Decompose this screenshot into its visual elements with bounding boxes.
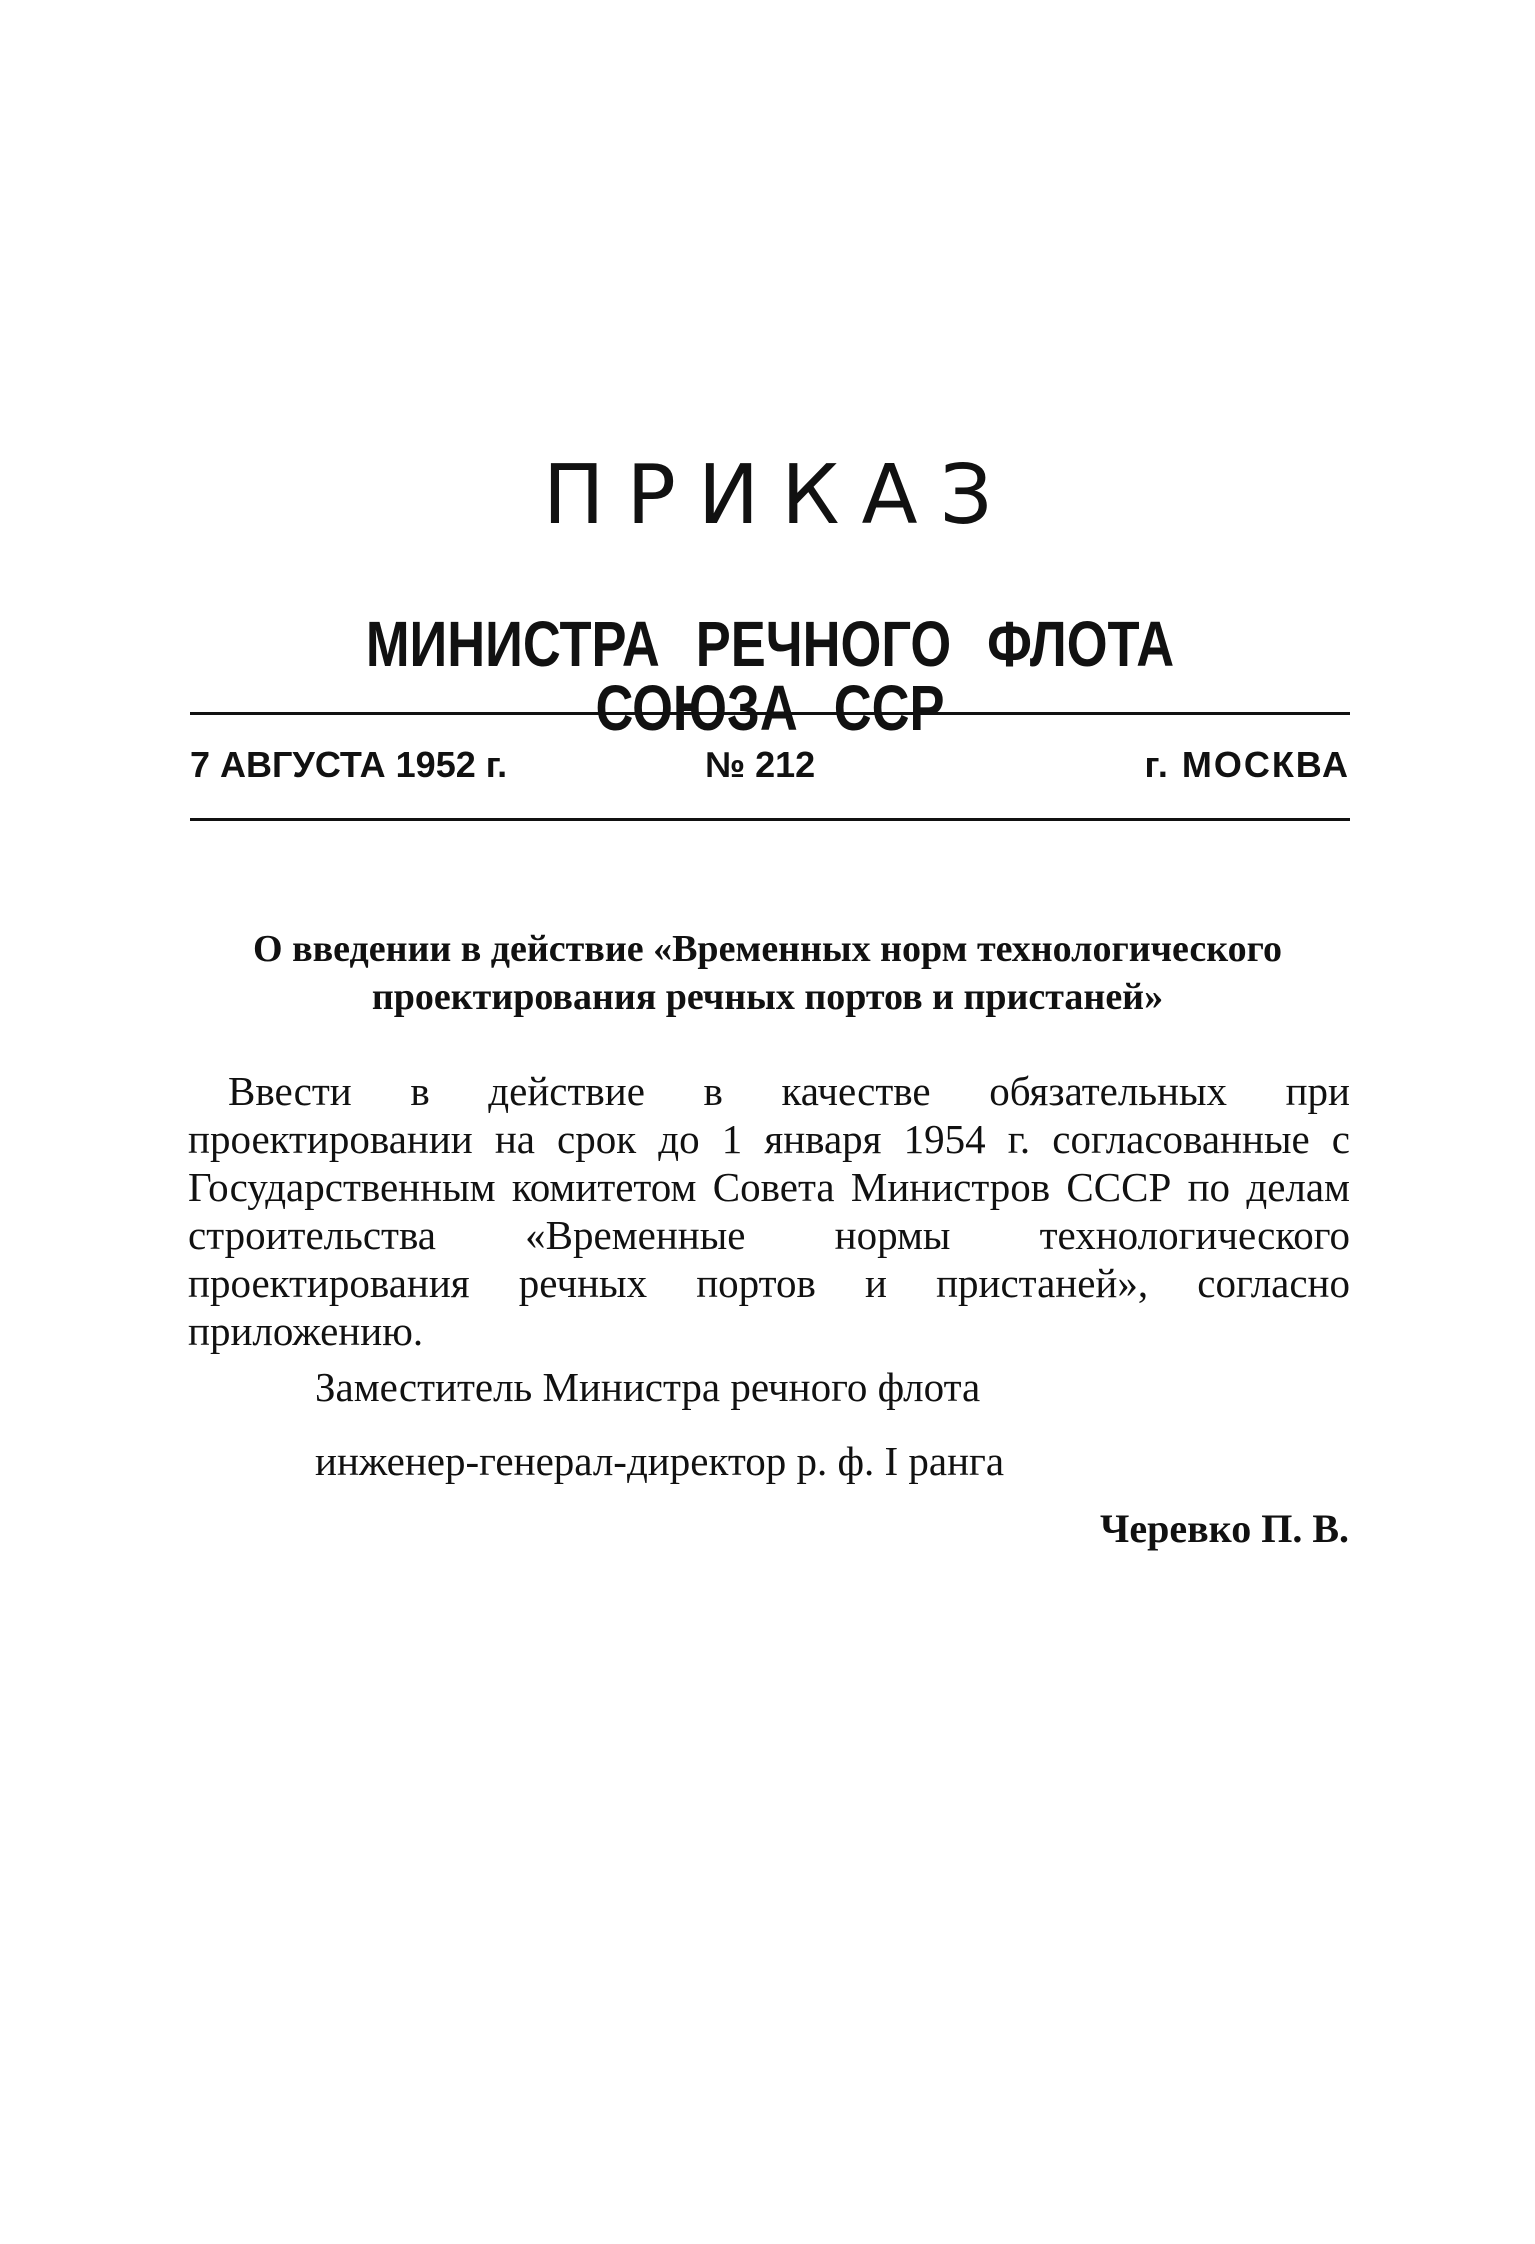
issuing-authority: МИНИСТРА РЕЧНОГО ФЛОТА СОЮЗА ССР: [365, 608, 1175, 744]
document-title: ПРИКАЗ: [542, 448, 1015, 543]
signatory-name: Черевко П. В.: [1099, 1506, 1349, 1551]
top-divider: [190, 712, 1350, 715]
heading-line-1: О введении в действие «Временных норм технологического: [253, 928, 1282, 970]
order-number: № 212: [705, 744, 816, 785]
order-body-text: Ввести в действие в качестве обязательных при проектировании на срок до 1 января 1954 г. согласованные с Государственным комитетом Совета Министров СССР по делам строительства «Временные нормы технологического проектирования речных портов и пристаней», согласно приложению.: [188, 1068, 1350, 1354]
signatory-position-2: инженер-генерал-директор р. ф. I ранга: [315, 1438, 1005, 1484]
order-place: г. МОСКВА: [1144, 744, 1350, 785]
order-date: 7 АВГУСТА 1952 г.: [190, 744, 508, 785]
bottom-divider: [190, 818, 1350, 821]
signatory-position-1: Заместитель Министра речного флота: [315, 1364, 981, 1410]
heading-line-2: проектирования речных портов и пристаней»: [371, 976, 1164, 1018]
order-subject-heading: [150, 925, 1385, 1021]
order-details-row: [190, 740, 1350, 790]
